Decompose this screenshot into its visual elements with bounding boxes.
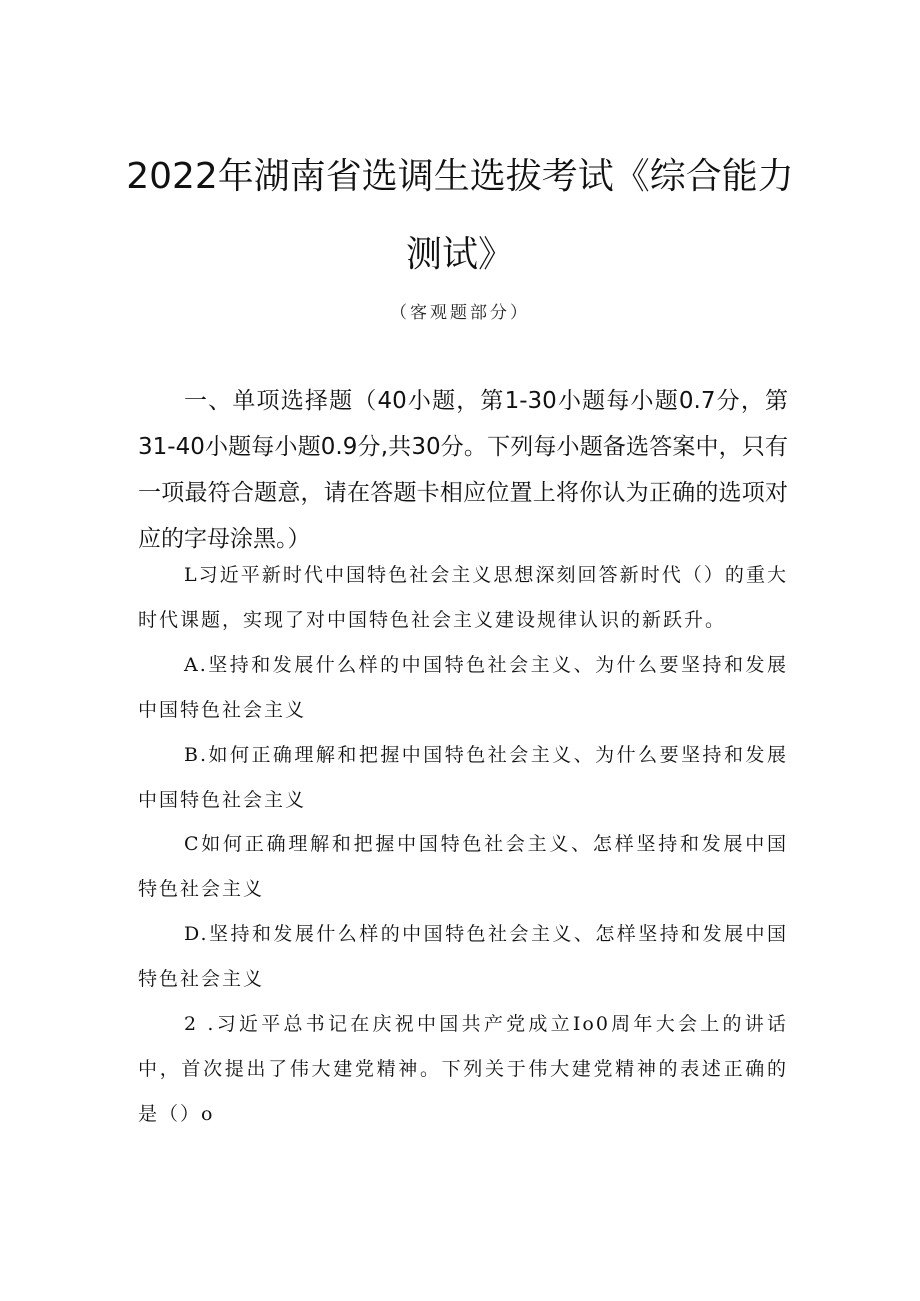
document-subtitle: （客观题部分）	[390, 303, 530, 323]
document-title-line-2: 测试》	[405, 234, 514, 275]
question-1: L习近平新时代中国特色社会主义思想深刻回答新时代（）的重大时代课题，实现了对中国特色社会主义建设规律认识的新跃升。	[138, 564, 788, 631]
question-1-option-b: B.如何正确理解和把握中国特色社会主义、为什么要坚持和发展中国特色社会主义	[138, 744, 788, 811]
question-1-option-d: D.坚持和发展什么样的中国特色社会主义、怎样坚持和发展中国特色社会主义	[138, 923, 788, 990]
question-1-option-a: A.坚持和发展什么样的中国特色社会主义、为什么要坚持和发展中国特色社会主义	[138, 654, 788, 721]
question-2: 2 .习近平总书记在庆祝中国共产党成立Io0周年大会上的讲话中，首次提出了伟大建党精神。下列关于伟大建党精神的表述正确的是（）o	[138, 1013, 788, 1125]
section-heading: 一、单项选择题（40小题，第1-30小题每小题0.7分，第31-40小题每小题0.9分,共30分。下列每小题备选答案中，只有一项最符合题意，请在答题卡相应位置上将你认为正确的选项对应的字母涂黑。）	[138, 388, 788, 552]
document-title-line-1: 2022年湖南省选调生选拔考试《综合能力	[126, 156, 794, 197]
question-1-option-c: C如何正确理解和把握中国特色社会主义、怎样坚持和发展中国特色社会主义	[138, 833, 788, 900]
